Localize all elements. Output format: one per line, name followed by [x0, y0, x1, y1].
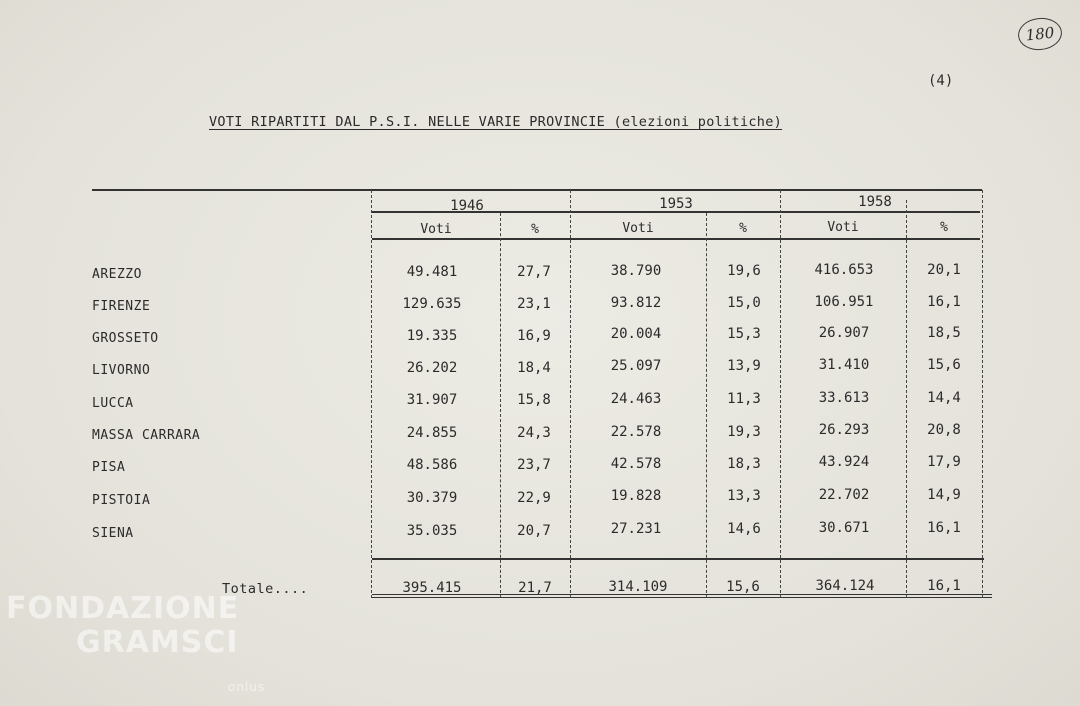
row-label-pistoia: PISTOIA: [92, 493, 151, 508]
cell-pct-1953: 11,3: [727, 391, 761, 407]
cell-pct-1946: 23,1: [517, 296, 551, 312]
cell-votes-1953: 27.231: [610, 521, 662, 537]
total-pct-1946: 21,7: [518, 580, 552, 596]
cell-pct-1958: 16,1: [927, 520, 961, 536]
col-sep-right: [982, 190, 983, 598]
cell-pct-1958: 14,9: [927, 487, 961, 503]
cell-votes-1946: 26.202: [406, 360, 458, 376]
cell-pct-1946: 22,9: [517, 490, 551, 506]
cell-votes-1953: 42.578: [610, 456, 662, 472]
cell-pct-1953: 13,3: [727, 488, 761, 504]
row-label-livorno: LIVORNO: [92, 363, 151, 378]
cell-votes-1958: 416.653: [814, 262, 874, 278]
archive-stamp: [1016, 16, 1063, 52]
cell-pct-1953: 15,0: [727, 295, 761, 311]
row-label-massa-carrara: MASSA CARRARA: [92, 428, 201, 443]
cell-votes-1958: 26.907: [818, 325, 870, 341]
cell-votes-1953: 38.790: [610, 263, 662, 279]
year-header-1958: 1958: [858, 194, 892, 210]
cell-pct-1958: 17,9: [927, 454, 961, 470]
cell-votes-1946: 35.035: [406, 523, 458, 539]
row-label-siena: SIENA: [92, 526, 134, 541]
total-pct-1953: 15,6: [726, 579, 760, 595]
cell-votes-1958: 22.702: [818, 487, 870, 503]
total-pct-1958: 16,1: [927, 578, 961, 594]
cell-pct-1946: 24,3: [517, 425, 551, 441]
total-votes-1946: 395.415: [402, 580, 462, 596]
cell-pct-1953: 15,3: [727, 326, 761, 342]
total-votes-1953: 314.109: [608, 579, 668, 595]
row-label-grosseto: GROSSETO: [92, 331, 159, 346]
cell-votes-1953: 20.004: [610, 326, 662, 342]
cell-pct-1946: 15,8: [517, 392, 551, 408]
row-label-lucca: LUCCA: [92, 396, 134, 411]
cell-pct-1958: 14,4: [927, 390, 961, 406]
cell-pct-1946: 27,7: [517, 264, 551, 280]
page-title: VOTI RIPARTITI DAL P.S.I. NELLE VARIE PROVINCIE (elezioni politiche): [209, 114, 783, 130]
cell-pct-1946: 20,7: [517, 523, 551, 539]
cell-pct-1953: 13,9: [727, 358, 761, 374]
cell-votes-1958: 31.410: [818, 357, 870, 373]
cell-votes-1946: 49.481: [406, 264, 458, 280]
cell-pct-1953: 18,3: [727, 456, 761, 472]
cell-votes-1946: 19.335: [406, 328, 458, 344]
subheader-votes-1953: Voti: [622, 221, 654, 236]
cell-votes-1946: 24.855: [406, 425, 458, 441]
cell-pct-1958: 20,1: [927, 262, 961, 278]
cell-pct-1953: 19,3: [727, 424, 761, 440]
cell-votes-1958: 33.613: [818, 390, 870, 406]
cell-votes-1958: 26.293: [818, 422, 870, 438]
cell-pct-1958: 15,6: [927, 357, 961, 373]
table-top-rule: [92, 189, 982, 191]
cell-pct-1958: 16,1: [927, 294, 961, 310]
cell-votes-1953: 19.828: [610, 488, 662, 504]
subheader-pct-1958: %: [940, 220, 948, 235]
watermark-line-3: onlus: [228, 680, 266, 694]
cell-votes-1953: 93.812: [610, 295, 662, 311]
cell-votes-1953: 22.578: [610, 424, 662, 440]
cell-pct-1946: 18,4: [517, 360, 551, 376]
cell-votes-1953: 24.463: [610, 391, 662, 407]
cell-votes-1953: 25.097: [610, 358, 662, 374]
total-top-rule: [372, 558, 984, 560]
cell-pct-1953: 19,6: [727, 263, 761, 279]
subheader-votes-1958: Voti: [827, 220, 859, 235]
archive-stamp-number: 180: [1024, 23, 1056, 45]
watermark-line-1: FONDAZIONE: [6, 591, 240, 626]
row-label-pisa: PISA: [92, 460, 126, 475]
cell-pct-1946: 16,9: [517, 328, 551, 344]
subheader-pct-1953: %: [739, 221, 747, 236]
watermark-line-2: GRAMSCI: [76, 625, 239, 660]
cell-votes-1946: 129.635: [402, 296, 462, 312]
header-bottom-rule: [372, 238, 980, 240]
year-header-1946: 1946: [450, 198, 484, 214]
cell-votes-1946: 30.379: [406, 490, 458, 506]
page-number: (4): [928, 73, 954, 89]
cell-pct-1958: 20,8: [927, 422, 961, 438]
cell-votes-1946: 31.907: [406, 392, 458, 408]
cell-votes-1958: 43.924: [818, 454, 870, 470]
subheader-pct-1946: %: [531, 222, 539, 237]
row-label-firenze: FIRENZE: [92, 299, 151, 314]
cell-pct-1958: 18,5: [927, 325, 961, 341]
cell-votes-1946: 48.586: [406, 457, 458, 473]
row-label-arezzo: AREZZO: [92, 267, 142, 282]
cell-votes-1958: 30.671: [818, 520, 870, 536]
total-label: Totale....: [222, 581, 309, 597]
cell-votes-1958: 106.951: [814, 294, 874, 310]
total-double-rule-2: [372, 597, 992, 598]
year-header-1953: 1953: [659, 196, 693, 212]
total-votes-1958: 364.124: [815, 578, 875, 594]
cell-pct-1953: 14,6: [727, 521, 761, 537]
watermark-logo: [6, 591, 266, 694]
cell-pct-1946: 23,7: [517, 457, 551, 473]
subheader-votes-1946: Voti: [420, 222, 452, 237]
